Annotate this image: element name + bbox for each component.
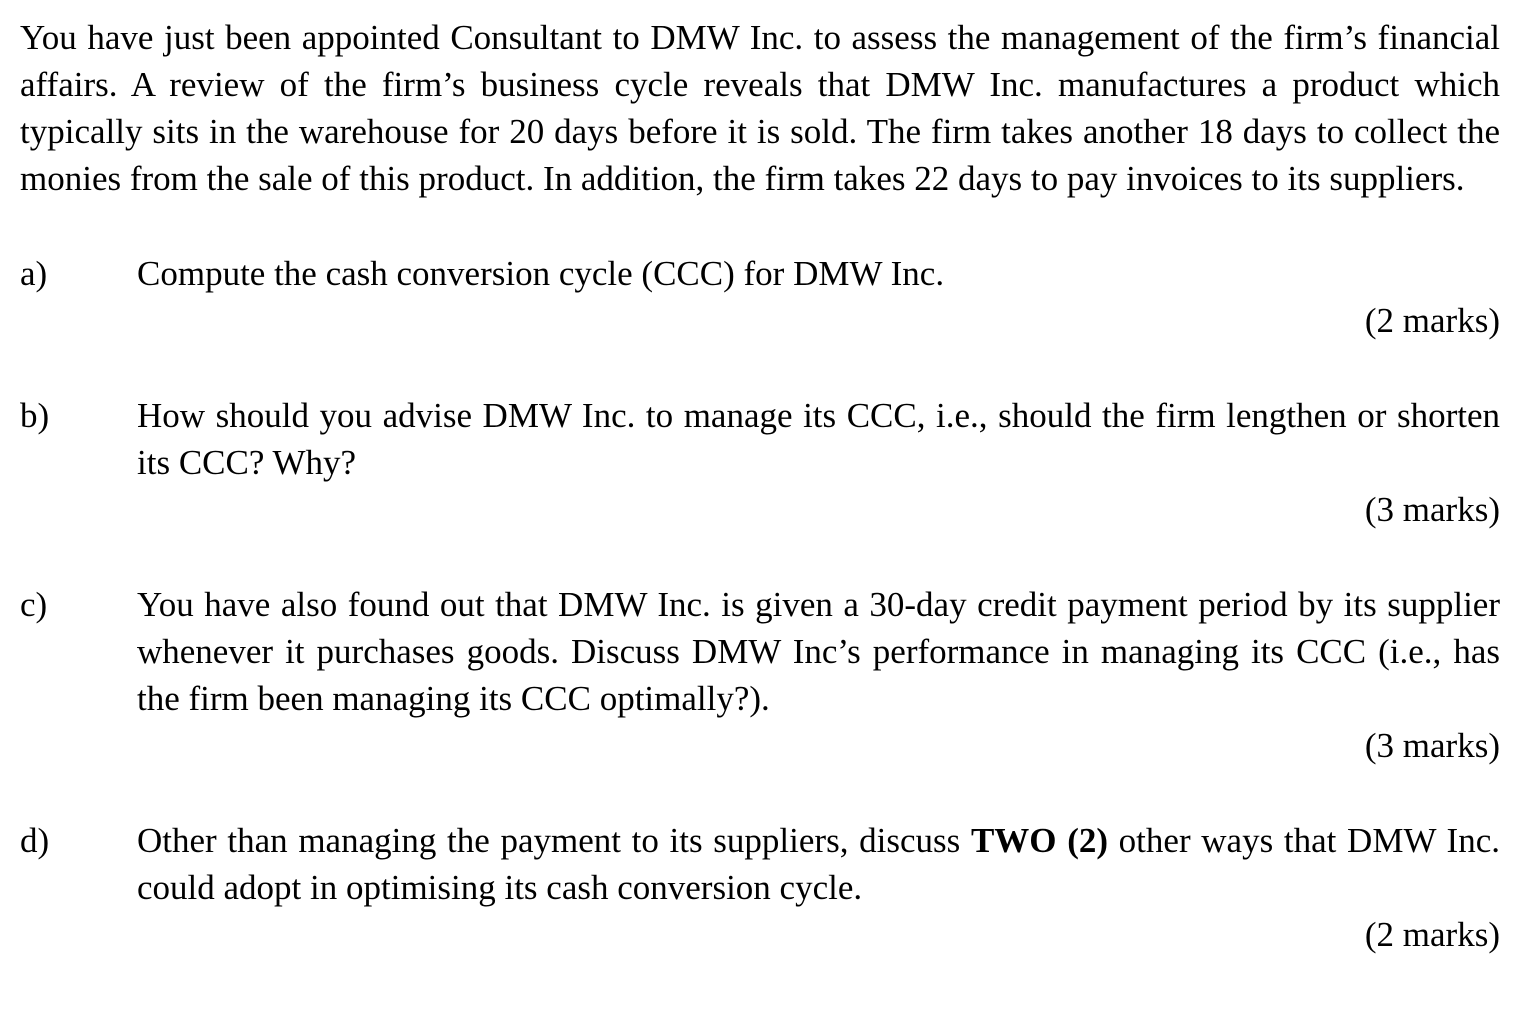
question-text: You have also found out that DMW Inc. is given a 30-day credit payment period by its supplier whenever it purchases goods. Discuss DMW Inc’s performance in managing its CCC (i.e., has the firm been managing its CCC optimally?).	[137, 585, 1500, 718]
question-text-before: Other than managing the payment to its suppliers, discuss	[137, 821, 971, 860]
question-label: c)	[20, 585, 48, 624]
intro-paragraph: You have just been appointed Consultant to DMW Inc. to assess the management of the firm’s financial affairs. A review of the firm’s business cycle reveals that DMW Inc. manufactures a product which typically sits in the warehouse for 20 days before it is sold. The firm takes another 18 days to collect the monies from the sale of this product. In addition, the firm takes 22 days to pay invoices to its suppliers.	[20, 18, 1500, 198]
question-marks: (3 marks)	[1364, 490, 1500, 529]
question-marks: (2 marks)	[1364, 301, 1500, 340]
question-text: How should you advise DMW Inc. to manage its CCC, i.e., should the firm lengthen or shorten its CCC? Why?	[137, 396, 1500, 482]
question-marks: (2 marks)	[1364, 915, 1500, 954]
question-b	[20, 392, 1500, 533]
question-label: a)	[20, 254, 48, 293]
question-a	[20, 250, 1500, 344]
question-text: Compute the cash conversion cycle (CCC) for DMW Inc.	[137, 254, 945, 293]
question-c	[20, 581, 1500, 769]
question-d	[20, 817, 1500, 958]
question-text-after: other ways that DMW Inc. could adopt in optimising its cash conversion cycle.	[137, 821, 1500, 907]
question-marks: (3 marks)	[1364, 726, 1500, 765]
question-label: b)	[20, 396, 50, 435]
document-page	[20, 14, 1500, 958]
question-text	[137, 817, 1500, 911]
question-text-emphasis: TWO (2)	[970, 821, 1108, 860]
question-label: d)	[20, 821, 50, 860]
